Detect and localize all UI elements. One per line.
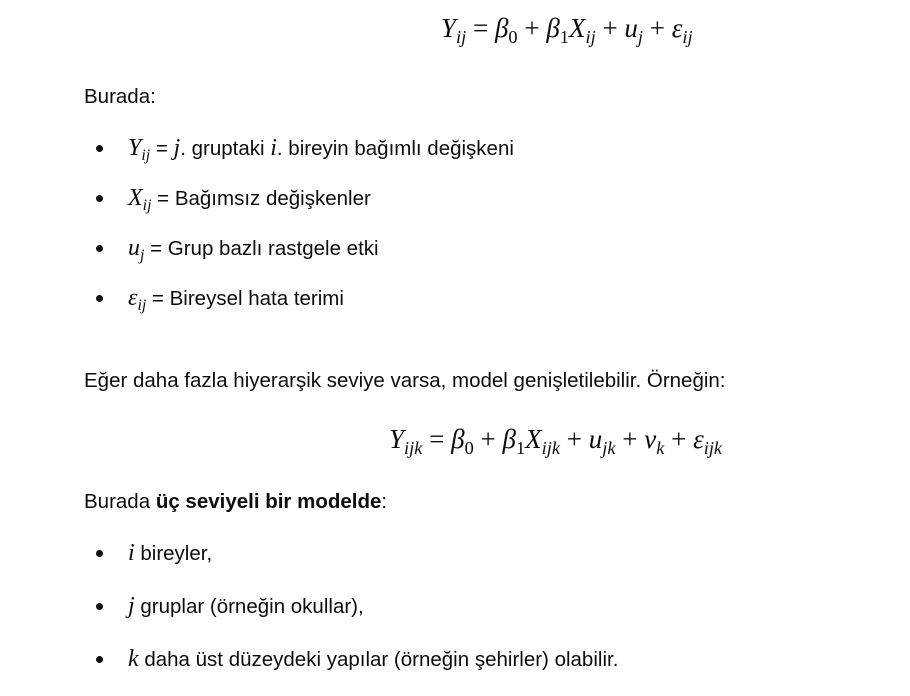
var-i: i <box>128 540 135 566</box>
eq2-beta1: β <box>502 424 516 454</box>
bullet-icon <box>96 145 103 152</box>
eq1-plus-1: + <box>517 13 547 43</box>
eq1-beta0: β <box>494 13 509 43</box>
intro2-prefix: Burada <box>84 490 156 513</box>
intro2-suffix: : <box>381 490 388 513</box>
eq2-epsilon: ε <box>693 424 704 454</box>
levels-list <box>96 537 886 696</box>
eq1-beta1-sub: 1 <box>559 26 569 47</box>
eq2-x-sub: ijk <box>541 437 560 458</box>
item-text-b: . gruptaki <box>180 137 271 160</box>
definitions-list <box>96 132 886 332</box>
list-item <box>96 590 886 643</box>
var-i: i <box>270 135 277 161</box>
levels-intro-paragraph <box>84 488 387 516</box>
equation-three-level <box>389 423 723 458</box>
eq2-u-sub: jk <box>602 437 616 458</box>
item-text: = Bağımsız değişkenler <box>151 187 371 210</box>
eq2-v-sub: k <box>656 437 665 458</box>
item-text: gruplar (örneğin okullar), <box>134 595 364 618</box>
bullet-icon <box>96 550 103 557</box>
eq1-epsilon-sub: ij <box>682 26 693 47</box>
var-x-symbol: X <box>128 185 143 211</box>
bullet-icon <box>96 656 103 663</box>
var-k: k <box>128 646 139 672</box>
list-item <box>96 232 886 282</box>
var-epsilon-sub: ij <box>137 297 147 315</box>
bullet-icon <box>96 603 103 610</box>
eq2-plus-2: + <box>560 424 589 454</box>
eq2-plus-4: + <box>664 424 694 454</box>
bullet-icon <box>96 195 103 202</box>
eq1-x: X <box>568 13 586 43</box>
intro2-bold: üç seviyeli bir modelde <box>155 490 382 513</box>
eq2-plus-1: + <box>473 424 503 454</box>
var-j: j <box>173 135 181 161</box>
var-u-symbol: u <box>128 235 140 261</box>
var-u <box>128 235 145 265</box>
bullet-icon <box>96 245 103 252</box>
eq2-beta0-sub: 0 <box>464 437 474 458</box>
equation-two-level <box>441 12 693 47</box>
var-x <box>128 185 152 215</box>
eq1-epsilon: ε <box>671 13 683 43</box>
intro-paragraph: Burada: <box>84 85 156 108</box>
eq2-plus-3: + <box>615 424 645 454</box>
eq1-lhs-sub: ij <box>456 26 467 47</box>
list-item <box>96 643 886 696</box>
eq2-beta0: β <box>451 424 465 454</box>
item-text-c: . bireyin bağımlı değişkeni <box>276 137 514 160</box>
var-y <box>128 135 151 165</box>
eq1-u: u <box>624 13 638 43</box>
eq1-beta1: β <box>546 13 560 43</box>
eq1-beta0-sub: 0 <box>508 26 518 47</box>
bullet-icon <box>96 295 103 302</box>
item-text: = Grup bazlı rastgele etki <box>144 237 379 260</box>
eq2-u: u <box>588 424 603 454</box>
eq1-lhs: Y <box>441 13 457 43</box>
eq2-lhs: Y <box>389 424 405 454</box>
eq1-plus-2: + <box>595 13 625 43</box>
item-text: = Bireysel hata terimi <box>146 287 344 310</box>
eq2-lhs-sub: ijk <box>404 437 423 458</box>
eq1-x-sub: ij <box>585 26 596 47</box>
eq2-x: X <box>525 424 542 454</box>
eq2-v: v <box>644 424 657 454</box>
var-j: j <box>128 593 135 619</box>
eq1-equals: = <box>466 13 495 43</box>
item-text: bireyler, <box>134 542 213 565</box>
var-epsilon <box>128 285 147 315</box>
extension-paragraph: Eğer daha fazla hiyerarşik seviye varsa, model genişletilebilir. Örneğin: <box>84 369 726 392</box>
var-y-sub: ij <box>141 147 151 165</box>
eq2-epsilon-sub: ijk <box>703 437 723 458</box>
var-epsilon-symbol: ε <box>128 285 138 311</box>
eq2-equals: = <box>422 424 452 454</box>
var-x-sub: ij <box>142 197 152 215</box>
list-item <box>96 537 886 590</box>
item-text-a: = <box>150 137 174 160</box>
list-item <box>96 282 886 332</box>
eq2-beta1-sub: 1 <box>515 437 526 458</box>
list-item <box>96 182 886 232</box>
var-y-symbol: Y <box>128 135 142 161</box>
eq1-plus-3: + <box>643 13 672 43</box>
var-u-sub: j <box>140 247 145 265</box>
list-item <box>96 132 886 182</box>
eq1-u-sub: j <box>637 26 644 47</box>
item-text: daha üst düzeydeki yapılar (örneğin şehirler) olabilir. <box>138 648 619 671</box>
